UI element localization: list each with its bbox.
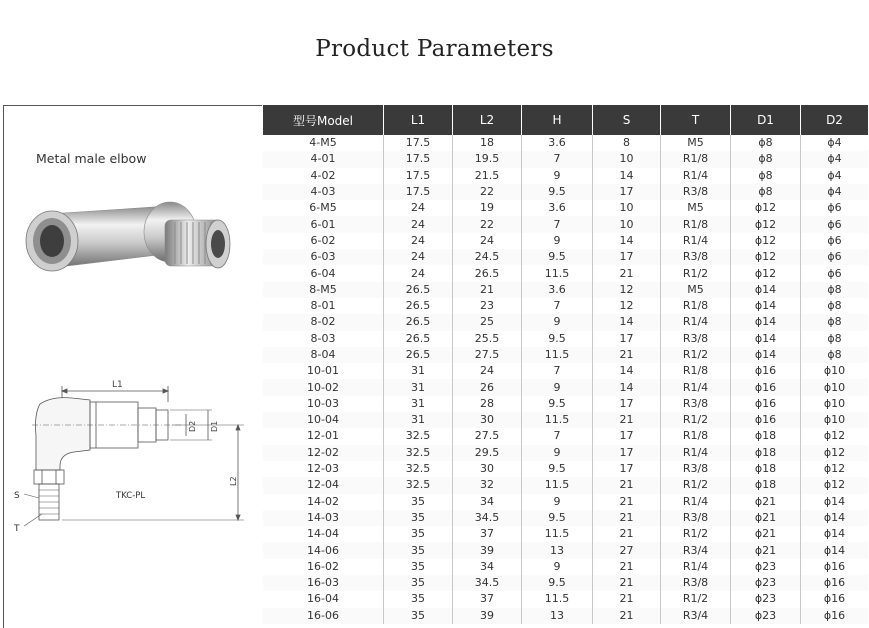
cell-s: 21 bbox=[593, 510, 661, 526]
cell-d1: ϕ23 bbox=[731, 591, 801, 607]
cell-model: 6-03 bbox=[263, 249, 384, 265]
cell-d2: ϕ10 bbox=[801, 412, 869, 428]
cell-l1: 26.5 bbox=[384, 314, 453, 330]
table-row bbox=[263, 559, 868, 575]
cell-l2: 22 bbox=[453, 216, 522, 232]
cell-h: 9 bbox=[522, 314, 593, 330]
cell-l2: 25 bbox=[453, 314, 522, 330]
cell-model: 14-03 bbox=[263, 510, 384, 526]
cell-t: R1/2 bbox=[661, 265, 731, 281]
cell-t: R1/2 bbox=[661, 526, 731, 542]
cell-d1: ϕ18 bbox=[731, 445, 801, 461]
header-l1: L1 bbox=[384, 105, 453, 135]
header-d1: D1 bbox=[731, 105, 801, 135]
cell-d1: ϕ23 bbox=[731, 608, 801, 624]
header-s: S bbox=[593, 105, 661, 135]
cell-l1: 24 bbox=[384, 265, 453, 281]
cell-d2: ϕ12 bbox=[823, 462, 846, 476]
table-row bbox=[263, 168, 868, 184]
cell-l2: 34.5 bbox=[453, 575, 522, 591]
cell-h: 13 bbox=[522, 542, 593, 558]
cell-s: 12 bbox=[593, 282, 661, 298]
cell-d2: ϕ12 bbox=[801, 445, 869, 461]
cell-d2: ϕ4 bbox=[801, 184, 869, 200]
cell-d2: ϕ6 bbox=[827, 233, 842, 247]
cell-model: 16-06 bbox=[263, 608, 384, 624]
cell-l2: 26 bbox=[453, 379, 522, 395]
cell-h: 9 bbox=[522, 233, 593, 249]
cell-l2: 37 bbox=[453, 526, 522, 542]
cell-t: R1/8 bbox=[661, 151, 731, 167]
cell-s: 21 bbox=[593, 412, 661, 428]
parameters-table bbox=[263, 105, 868, 624]
cell-d2: ϕ8 bbox=[827, 299, 842, 313]
cell-l1: 32.5 bbox=[384, 445, 453, 461]
cell-l2: 34.5 bbox=[453, 510, 522, 526]
cell-h: 3.6 bbox=[522, 200, 593, 216]
cell-model: 10-01 bbox=[263, 363, 384, 379]
cell-d1: ϕ8 bbox=[731, 168, 801, 184]
cell-l2: 39 bbox=[453, 542, 522, 558]
cell-model: 8-M5 bbox=[263, 282, 384, 298]
cell-d1: ϕ14 bbox=[731, 347, 801, 363]
table-row bbox=[263, 184, 868, 200]
cell-s: 21 bbox=[593, 347, 661, 363]
cell-l2: 28 bbox=[453, 396, 522, 412]
table-row bbox=[263, 428, 868, 444]
cell-l1: 26.5 bbox=[384, 347, 453, 363]
cell-s: 10 bbox=[593, 216, 661, 232]
cell-s: 10 bbox=[593, 151, 661, 167]
cell-h: 3.6 bbox=[522, 135, 593, 151]
cell-d1: ϕ21 bbox=[731, 510, 801, 526]
cell-t: R1/2 bbox=[661, 477, 731, 493]
cell-s: 21 bbox=[593, 575, 661, 591]
cell-d2: ϕ10 bbox=[823, 364, 846, 378]
cell-d2: ϕ8 bbox=[801, 314, 869, 330]
cell-h: 11.5 bbox=[522, 477, 593, 493]
cell-t: R1/4 bbox=[661, 314, 731, 330]
cell-d1: ϕ12 bbox=[731, 249, 801, 265]
cell-h: 9.5 bbox=[522, 331, 593, 347]
cell-d1: ϕ23 bbox=[731, 575, 801, 591]
table-row bbox=[263, 477, 868, 493]
cell-d2: ϕ16 bbox=[823, 559, 846, 573]
cell-t: R3/4 bbox=[661, 542, 731, 558]
table-row bbox=[263, 298, 868, 314]
cell-h: 7 bbox=[522, 428, 593, 444]
cell-d2: ϕ10 bbox=[801, 379, 869, 395]
cell-t: R3/8 bbox=[661, 331, 731, 347]
cell-s: 17 bbox=[593, 461, 661, 477]
cell-d1: ϕ14 bbox=[731, 331, 801, 347]
product-name: Metal male elbow bbox=[36, 151, 147, 166]
cell-h: 9 bbox=[522, 379, 593, 395]
label-d2: D2 bbox=[188, 420, 197, 432]
table-row bbox=[263, 216, 868, 232]
cell-t: R3/4 bbox=[661, 608, 731, 624]
cell-model: 8-02 bbox=[263, 314, 384, 330]
cell-model: 16-04 bbox=[263, 591, 384, 607]
cell-l2: 32 bbox=[453, 477, 522, 493]
cell-l1: 35 bbox=[384, 608, 453, 624]
cell-t: R3/8 bbox=[661, 396, 731, 412]
cell-l1: 31 bbox=[384, 379, 453, 395]
cell-d1: ϕ21 bbox=[731, 542, 801, 558]
cell-model: 8-01 bbox=[263, 298, 384, 314]
cell-h: 9.5 bbox=[522, 396, 593, 412]
header-d2: D2 bbox=[801, 105, 869, 135]
table-row bbox=[263, 331, 868, 347]
cell-l2: 22 bbox=[453, 184, 522, 200]
cell-d2: ϕ8 bbox=[801, 347, 869, 363]
cell-s: 14 bbox=[593, 379, 661, 395]
cell-t: R1/4 bbox=[661, 379, 731, 395]
cell-t: R1/2 bbox=[661, 347, 731, 363]
cell-d1: ϕ8 bbox=[731, 151, 801, 167]
cell-d1: ϕ12 bbox=[731, 265, 801, 281]
cell-d2: ϕ6 bbox=[801, 216, 869, 232]
header-h: H bbox=[522, 105, 593, 135]
cell-d1: ϕ18 bbox=[731, 461, 801, 477]
cell-h: 9.5 bbox=[522, 461, 593, 477]
table-row bbox=[263, 575, 868, 591]
cell-model: 16-02 bbox=[263, 559, 384, 575]
cell-model: 6-04 bbox=[263, 265, 384, 281]
cell-h: 9 bbox=[522, 559, 593, 575]
cell-d1: ϕ23 bbox=[731, 559, 801, 575]
cell-l1: 35 bbox=[384, 526, 453, 542]
cell-h: 9 bbox=[522, 494, 593, 510]
cell-d2: ϕ12 bbox=[823, 429, 846, 443]
cell-model: 4-M5 bbox=[263, 135, 384, 151]
cell-d1: ϕ21 bbox=[731, 526, 801, 542]
cell-l1: 35 bbox=[384, 542, 453, 558]
cell-model: 12-03 bbox=[263, 461, 384, 477]
cell-s: 21 bbox=[593, 559, 661, 575]
cell-model: 6-02 bbox=[263, 233, 384, 249]
cell-model: 4-02 bbox=[263, 168, 384, 184]
cell-s: 17 bbox=[593, 428, 661, 444]
cell-h: 9 bbox=[522, 168, 593, 184]
cell-l2: 34 bbox=[453, 494, 522, 510]
cell-s: 17 bbox=[593, 249, 661, 265]
cell-d1: ϕ18 bbox=[731, 428, 801, 444]
cell-t: R3/8 bbox=[661, 461, 731, 477]
cell-d1: ϕ21 bbox=[731, 494, 801, 510]
cell-s: 21 bbox=[593, 477, 661, 493]
cell-t: R1/4 bbox=[661, 233, 731, 249]
cell-model: 10-03 bbox=[263, 396, 384, 412]
cell-l1: 32.5 bbox=[384, 428, 453, 444]
cell-d2: ϕ8 bbox=[827, 331, 842, 345]
cell-h: 9.5 bbox=[522, 575, 593, 591]
cell-d2: ϕ16 bbox=[801, 575, 869, 591]
page-title: Product Parameters bbox=[315, 36, 554, 62]
cell-h: 7 bbox=[522, 298, 593, 314]
cell-d2: ϕ14 bbox=[801, 542, 869, 558]
cell-d2: ϕ4 bbox=[827, 136, 842, 150]
label-l2: L2 bbox=[229, 476, 238, 486]
cell-h: 9 bbox=[522, 445, 593, 461]
cell-d1: ϕ12 bbox=[731, 200, 801, 216]
table-row bbox=[263, 526, 868, 542]
cell-h: 9.5 bbox=[522, 510, 593, 526]
cell-l1: 35 bbox=[384, 494, 453, 510]
cell-h: 11.5 bbox=[522, 265, 593, 281]
header-l2: L2 bbox=[453, 105, 522, 135]
cell-d2: ϕ14 bbox=[823, 494, 846, 508]
cell-l2: 21.5 bbox=[453, 168, 522, 184]
cell-d1: ϕ16 bbox=[731, 396, 801, 412]
cell-l1: 17.5 bbox=[384, 184, 453, 200]
cell-l2: 37 bbox=[453, 591, 522, 607]
cell-t: R3/8 bbox=[661, 510, 731, 526]
cell-t: R1/4 bbox=[661, 168, 731, 184]
cell-d1: ϕ12 bbox=[731, 233, 801, 249]
table-row bbox=[263, 591, 868, 607]
cell-h: 9.5 bbox=[522, 249, 593, 265]
cell-d2: ϕ14 bbox=[823, 527, 846, 541]
cell-l1: 17.5 bbox=[384, 168, 453, 184]
cell-h: 13 bbox=[522, 608, 593, 624]
table-row bbox=[263, 412, 868, 428]
table-row bbox=[263, 265, 868, 281]
cell-l1: 35 bbox=[384, 591, 453, 607]
label-d1: D1 bbox=[210, 420, 219, 432]
table-header-row bbox=[263, 105, 868, 135]
product-photo bbox=[20, 194, 235, 294]
header-t: T bbox=[661, 105, 731, 135]
cell-d1: ϕ14 bbox=[731, 298, 801, 314]
cell-l2: 34 bbox=[453, 559, 522, 575]
table-row bbox=[263, 510, 868, 526]
cell-s: 17 bbox=[593, 184, 661, 200]
cell-h: 11.5 bbox=[522, 591, 593, 607]
header-model: 型号Model bbox=[263, 105, 384, 135]
cell-d1: ϕ12 bbox=[731, 216, 801, 232]
table-row bbox=[263, 282, 868, 298]
cell-model: 10-04 bbox=[263, 412, 384, 428]
cell-l1: 24 bbox=[384, 233, 453, 249]
cell-l1: 26.5 bbox=[384, 331, 453, 347]
cell-l2: 19 bbox=[453, 200, 522, 216]
cell-t: R1/4 bbox=[661, 559, 731, 575]
cell-s: 21 bbox=[593, 494, 661, 510]
cell-d2: ϕ4 bbox=[827, 168, 842, 182]
cell-model: 12-02 bbox=[263, 445, 384, 461]
cell-h: 3.6 bbox=[522, 282, 593, 298]
cell-model: 16-03 bbox=[263, 575, 384, 591]
cell-model: 8-03 bbox=[263, 331, 384, 347]
table-row bbox=[263, 314, 868, 330]
cell-s: 21 bbox=[593, 265, 661, 281]
cell-l2: 24 bbox=[453, 363, 522, 379]
table-row bbox=[263, 461, 868, 477]
cell-s: 21 bbox=[593, 591, 661, 607]
table-row bbox=[263, 494, 868, 510]
cell-l2: 21 bbox=[453, 282, 522, 298]
table-row bbox=[263, 542, 868, 558]
cell-s: 14 bbox=[593, 363, 661, 379]
cell-s: 14 bbox=[593, 168, 661, 184]
cell-d2: ϕ10 bbox=[823, 396, 846, 410]
cell-t: M5 bbox=[661, 200, 731, 216]
model-code: TKC-PL bbox=[116, 491, 146, 501]
cell-l1: 17.5 bbox=[384, 135, 453, 151]
cell-l2: 26.5 bbox=[453, 265, 522, 281]
cell-l1: 31 bbox=[384, 412, 453, 428]
cell-d1: ϕ18 bbox=[731, 477, 801, 493]
cell-h: 11.5 bbox=[522, 347, 593, 363]
cell-model: 6-M5 bbox=[263, 200, 384, 216]
cell-d2: ϕ14 bbox=[801, 510, 869, 526]
cell-s: 14 bbox=[593, 314, 661, 330]
cell-t: R3/8 bbox=[661, 575, 731, 591]
cell-s: 27 bbox=[593, 542, 661, 558]
cell-model: 14-04 bbox=[263, 526, 384, 542]
cell-d2: ϕ16 bbox=[823, 592, 846, 606]
cell-model: 12-04 bbox=[263, 477, 384, 493]
table-row bbox=[263, 363, 868, 379]
table-row bbox=[263, 135, 868, 151]
cell-l2: 30 bbox=[453, 461, 522, 477]
cell-l2: 27.5 bbox=[453, 428, 522, 444]
cell-l1: 35 bbox=[384, 510, 453, 526]
cell-l2: 23 bbox=[453, 298, 522, 314]
cell-l1: 31 bbox=[384, 396, 453, 412]
cell-t: R3/8 bbox=[661, 249, 731, 265]
cell-s: 17 bbox=[593, 396, 661, 412]
cell-h: 11.5 bbox=[522, 526, 593, 542]
cell-s: 21 bbox=[593, 608, 661, 624]
cell-l2: 39 bbox=[453, 608, 522, 624]
table-row bbox=[263, 445, 868, 461]
cell-h: 7 bbox=[522, 151, 593, 167]
cell-s: 8 bbox=[593, 135, 661, 151]
cell-s: 10 bbox=[593, 200, 661, 216]
table-row bbox=[263, 347, 868, 363]
cell-h: 9.5 bbox=[522, 184, 593, 200]
cell-d2: ϕ8 bbox=[801, 282, 869, 298]
table-row bbox=[263, 608, 868, 624]
cell-l1: 17.5 bbox=[384, 151, 453, 167]
cell-t: R3/8 bbox=[661, 184, 731, 200]
cell-l2: 29.5 bbox=[453, 445, 522, 461]
cell-l2: 27.5 bbox=[453, 347, 522, 363]
cell-t: R1/4 bbox=[661, 494, 731, 510]
cell-l1: 35 bbox=[384, 575, 453, 591]
cell-h: 11.5 bbox=[522, 412, 593, 428]
parameters-table-wrapper bbox=[263, 105, 868, 624]
cell-l1: 26.5 bbox=[384, 298, 453, 314]
cell-t: R1/4 bbox=[661, 445, 731, 461]
cell-model: 4-03 bbox=[263, 184, 384, 200]
cell-l2: 30 bbox=[453, 412, 522, 428]
cell-l1: 32.5 bbox=[384, 477, 453, 493]
label-l1: L1 bbox=[112, 380, 123, 390]
table-row bbox=[263, 200, 868, 216]
cell-model: 10-02 bbox=[263, 379, 384, 395]
cell-l1: 24 bbox=[384, 200, 453, 216]
cell-model: 14-02 bbox=[263, 494, 384, 510]
cell-l2: 24.5 bbox=[453, 249, 522, 265]
label-s: S bbox=[14, 491, 20, 501]
cell-h: 7 bbox=[522, 363, 593, 379]
cell-l1: 24 bbox=[384, 249, 453, 265]
cell-h: 7 bbox=[522, 216, 593, 232]
cell-s: 17 bbox=[593, 331, 661, 347]
table-row bbox=[263, 379, 868, 395]
label-t: T bbox=[14, 524, 20, 534]
table-row bbox=[263, 396, 868, 412]
cell-s: 17 bbox=[593, 445, 661, 461]
cell-s: 21 bbox=[593, 526, 661, 542]
cell-l2: 24 bbox=[453, 233, 522, 249]
table-row bbox=[263, 151, 868, 167]
cell-l2: 25.5 bbox=[453, 331, 522, 347]
cell-d2: ϕ6 bbox=[827, 266, 842, 280]
cell-d2: ϕ4 bbox=[801, 151, 869, 167]
cell-d1: ϕ16 bbox=[731, 412, 801, 428]
cell-d2: ϕ16 bbox=[801, 608, 869, 624]
cell-l2: 19.5 bbox=[453, 151, 522, 167]
cell-l1: 35 bbox=[384, 559, 453, 575]
cell-t: R1/8 bbox=[661, 363, 731, 379]
cell-d2: ϕ6 bbox=[801, 249, 869, 265]
cell-d1: ϕ16 bbox=[731, 379, 801, 395]
cell-t: M5 bbox=[661, 135, 731, 151]
cell-s: 12 bbox=[593, 298, 661, 314]
product-panel bbox=[3, 105, 262, 628]
cell-t: R1/2 bbox=[661, 591, 731, 607]
cell-d2: ϕ12 bbox=[801, 477, 869, 493]
cell-d2: ϕ6 bbox=[827, 201, 842, 215]
table-row bbox=[263, 249, 868, 265]
table-row bbox=[263, 233, 868, 249]
cell-l2: 18 bbox=[453, 135, 522, 151]
cell-l1: 32.5 bbox=[384, 461, 453, 477]
cell-d1: ϕ14 bbox=[731, 282, 801, 298]
cell-model: 8-04 bbox=[263, 347, 384, 363]
cell-t: R1/8 bbox=[661, 216, 731, 232]
cell-d1: ϕ8 bbox=[731, 184, 801, 200]
cell-model: 12-01 bbox=[263, 428, 384, 444]
cell-model: 4-01 bbox=[263, 151, 384, 167]
cell-model: 6-01 bbox=[263, 216, 384, 232]
cell-l1: 31 bbox=[384, 363, 453, 379]
cell-t: R1/8 bbox=[661, 298, 731, 314]
cell-t: M5 bbox=[661, 282, 731, 298]
cell-d1: ϕ14 bbox=[731, 314, 801, 330]
cell-d1: ϕ16 bbox=[731, 363, 801, 379]
cell-model: 14-06 bbox=[263, 542, 384, 558]
cell-t: R1/2 bbox=[661, 412, 731, 428]
dimension-drawing bbox=[12, 374, 252, 544]
cell-t: R1/8 bbox=[661, 428, 731, 444]
cell-l1: 24 bbox=[384, 216, 453, 232]
cell-d1: ϕ8 bbox=[731, 135, 801, 151]
cell-s: 14 bbox=[593, 233, 661, 249]
cell-l1: 26.5 bbox=[384, 282, 453, 298]
